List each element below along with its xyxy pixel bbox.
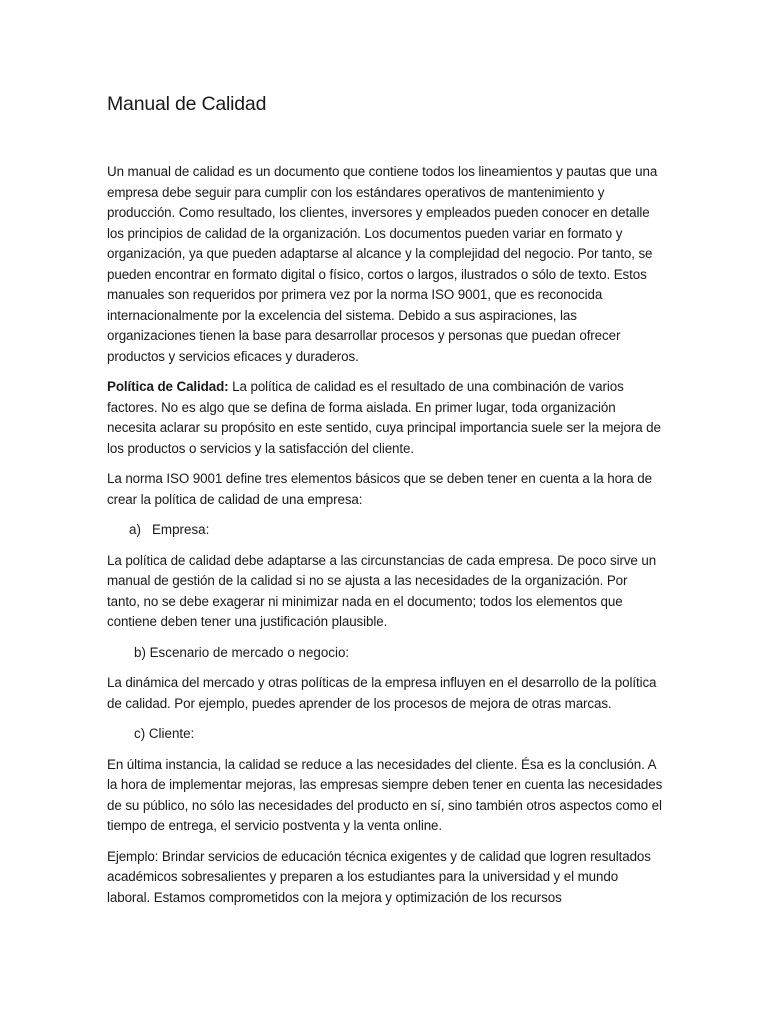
intro-paragraph: Un manual de calidad es un documento que contiene todos los lineamientos y pautas que una empresa debe seguir para cumplir con los estándares operativos de mantenimiento y producción. Como resultado, los clientes, inversores y empleados pueden conocer en detalle los principios de calidad de la organización. Los documentos pueden variar en formato y organización, ya que pueden adaptarse al alcance y la complejidad del negocio. Por tanto, se pueden encontrar en formato digital o físico, cortos o largos, ilustrados o sólo de texto. Estos manuales son requeridos por primera vez por la norma ISO 9001, que es reconocida internacionalmente por la excelencia del sistema. Debido a sus aspiraciones, las organizaciones tienen la base para desarrollar procesos y personas que puedan ofrecer productos y servicios eficaces y duraderos.	[107, 164, 658, 364]
list-item-a	[107, 520, 663, 541]
document-page	[107, 90, 663, 918]
example-paragraph: Ejemplo: Brindar servicios de educación técnica exigentes y de calidad que logren resultados académicos sobresalientes y preparen a los estudiantes para la universidad y el mundo laboral. Estamos comprometidos con la mejora y optimización de los recursos	[107, 848, 651, 905]
list-item-a-label: Empresa:	[152, 522, 210, 537]
document-title: Manual de Calidad	[107, 93, 267, 115]
item-b-paragraph: La dinámica del mercado y otras políticas de la empresa influyen en el desarrollo de la política de calidad. Por ejemplo, puedes aprender de los procesos de mejora de otras marcas.	[107, 675, 657, 711]
item-a-paragraph: La política de calidad debe adaptarse a las circunstancias de cada empresa. De poco sirve un manual de gestión de la calidad si no se ajusta a las necesidades de la organización. Por tanto, no se debe exagerar ni minimizar nada en el documento; todos los elementos que contiene deben tener una justificación plausible.	[107, 552, 657, 629]
policy-label: Política de Calidad:	[107, 379, 229, 394]
list-item-b-label: b) Escenario de mercado o negocio:	[134, 644, 350, 660]
list-item-a-marker: a)	[129, 522, 141, 537]
policy-text: La política de calidad es el resultado de una combinación de varios factores. No es algo que se defina de forma aislada. En primer lugar, toda organización necesita aclarar su propósito en este sentido, cuya principal importancia suele ser la mejora de los productos o servicios y la satisfacción del cliente.	[107, 379, 661, 456]
list-item-c-label: c) Cliente:	[134, 726, 195, 741]
iso-paragraph: La norma ISO 9001 define tres elementos básicos que se deben tener en cuenta a la hora de crear la política de calidad de una empresa:	[107, 471, 652, 507]
policy-paragraph	[107, 377, 663, 459]
item-c-paragraph: En última instancia, la calidad se reduce a las necesidades del cliente. Ésa es la conclusión. A la hora de implementar mejoras, las empresas siempre deben tener en cuenta las necesidades de su público, no sólo las necesidades del producto en sí, sino también otros aspectos como el tiempo de entrega, el servicio postventa y la venta online.	[107, 756, 663, 833]
